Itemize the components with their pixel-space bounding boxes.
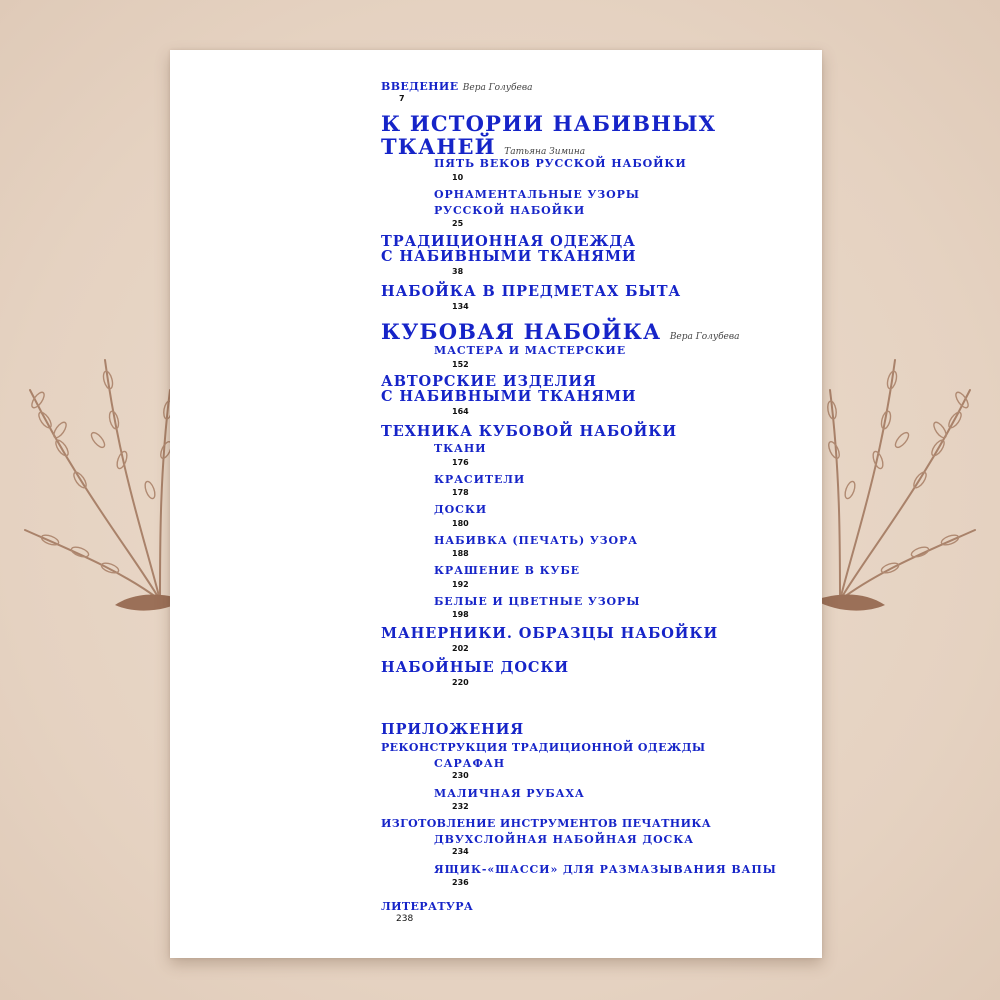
toc-subentry: МАСТЕРА И МАСТЕРСКИЕ <box>434 344 627 357</box>
page-number: 25 <box>452 219 464 228</box>
toc-subentry: БЕЛЫЕ И ЦВЕТНЫЕ УЗОРЫ <box>434 595 641 608</box>
toc-author: Татьяна Зимина <box>504 147 586 157</box>
page-number: 198 <box>452 610 469 619</box>
page-number: 134 <box>452 302 469 311</box>
toc-section-title: ТРАДИЦИОННАЯ ОДЕЖДА <box>381 233 636 250</box>
toc-subentry: ПЯТЬ ВЕКОВ РУССКОЙ НАБОЙКИ <box>434 157 687 170</box>
toc-section-title-continued: С НАБИВНЫМИ ТКАНЯМИ <box>381 388 637 405</box>
page-number: 10 <box>452 173 464 182</box>
page-number: 202 <box>452 644 469 653</box>
toc-author: Вера Голубева <box>462 83 533 93</box>
toc-subentry: КРАСИТЕЛИ <box>434 473 526 486</box>
page-number: 180 <box>452 519 469 528</box>
toc-subentry: МАЛИЧНАЯ РУБАХА <box>434 787 585 800</box>
appendix-title: ПРИЛОЖЕНИЯ <box>381 721 525 738</box>
toc-subentry: ДВУХСЛОЙНАЯ НАБОЙНАЯ ДОСКА <box>434 833 694 846</box>
page-number: 188 <box>452 549 469 558</box>
toc-author: Вера Голубева <box>669 332 740 342</box>
toc-entry-intro <box>381 81 532 93</box>
page-number: 192 <box>452 580 469 589</box>
toc-section-title-continued: С НАБИВНЫМИ ТКАНЯМИ <box>381 248 637 265</box>
page-number: 176 <box>452 458 469 467</box>
page-number: 178 <box>452 488 469 497</box>
book-page <box>170 50 822 958</box>
toc-subentry: ЯЩИК-«ШАССИ» ДЛЯ РАЗМАЗЫВАНИЯ ВАПЫ <box>434 863 777 876</box>
page-number: 164 <box>452 407 469 416</box>
page-number: 236 <box>452 878 469 887</box>
toc-subentry: ТКАНИ <box>434 442 487 455</box>
page-number: 152 <box>452 360 469 369</box>
part-title-continued: ТКАНЕЙ Татьяна Зимина <box>381 134 586 159</box>
toc-entry-title: ВВЕДЕНИЕ <box>381 80 459 93</box>
toc-section-title: НАБОЙКА В ПРЕДМЕТАХ БЫТА <box>381 283 682 300</box>
page-number: 238 <box>396 914 414 924</box>
toc-group-title: РЕКОНСТРУКЦИЯ ТРАДИЦИОННОЙ ОДЕЖДЫ <box>381 741 706 754</box>
toc-subentry-continued: РУССКОЙ НАБОЙКИ <box>434 204 586 217</box>
page-number: 230 <box>452 771 469 780</box>
page-number: 220 <box>452 678 469 687</box>
toc-section-title: НАБОЙНЫЕ ДОСКИ <box>381 659 570 676</box>
toc-section-title: ТЕХНИКА КУБОВОЙ НАБОЙКИ <box>381 423 677 440</box>
toc-subentry: ОРНАМЕНТАЛЬНЫЕ УЗОРЫ <box>434 188 640 201</box>
toc-section-title: МАНЕРНИКИ. ОБРАЗЦЫ НАБОЙКИ <box>381 625 719 642</box>
page-number: 38 <box>452 267 464 276</box>
toc-subentry: КРАШЕНИЕ В КУБЕ <box>434 564 580 577</box>
toc-section-title: АВТОРСКИЕ ИЗДЕЛИЯ <box>381 373 597 390</box>
toc-group-title: ИЗГОТОВЛЕНИЕ ИНСТРУМЕНТОВ ПЕЧАТНИКА <box>381 817 712 830</box>
page-number: 234 <box>452 847 469 856</box>
part-title: К ИСТОРИИ НАБИВНЫХ <box>381 111 717 136</box>
table-of-contents <box>170 50 822 958</box>
toc-subentry: НАБИВКА (ПЕЧАТЬ) УЗОРА <box>434 534 638 547</box>
toc-subentry: САРАФАН <box>434 757 506 770</box>
part-title: КУБОВАЯ НАБОЙКА Вера Голубева <box>381 319 740 344</box>
page-number: 7 <box>399 94 405 103</box>
page-number: 232 <box>452 802 469 811</box>
toc-subentry: ДОСКИ <box>434 503 488 516</box>
toc-entry-literature: ЛИТЕРАТУРА <box>381 900 474 913</box>
